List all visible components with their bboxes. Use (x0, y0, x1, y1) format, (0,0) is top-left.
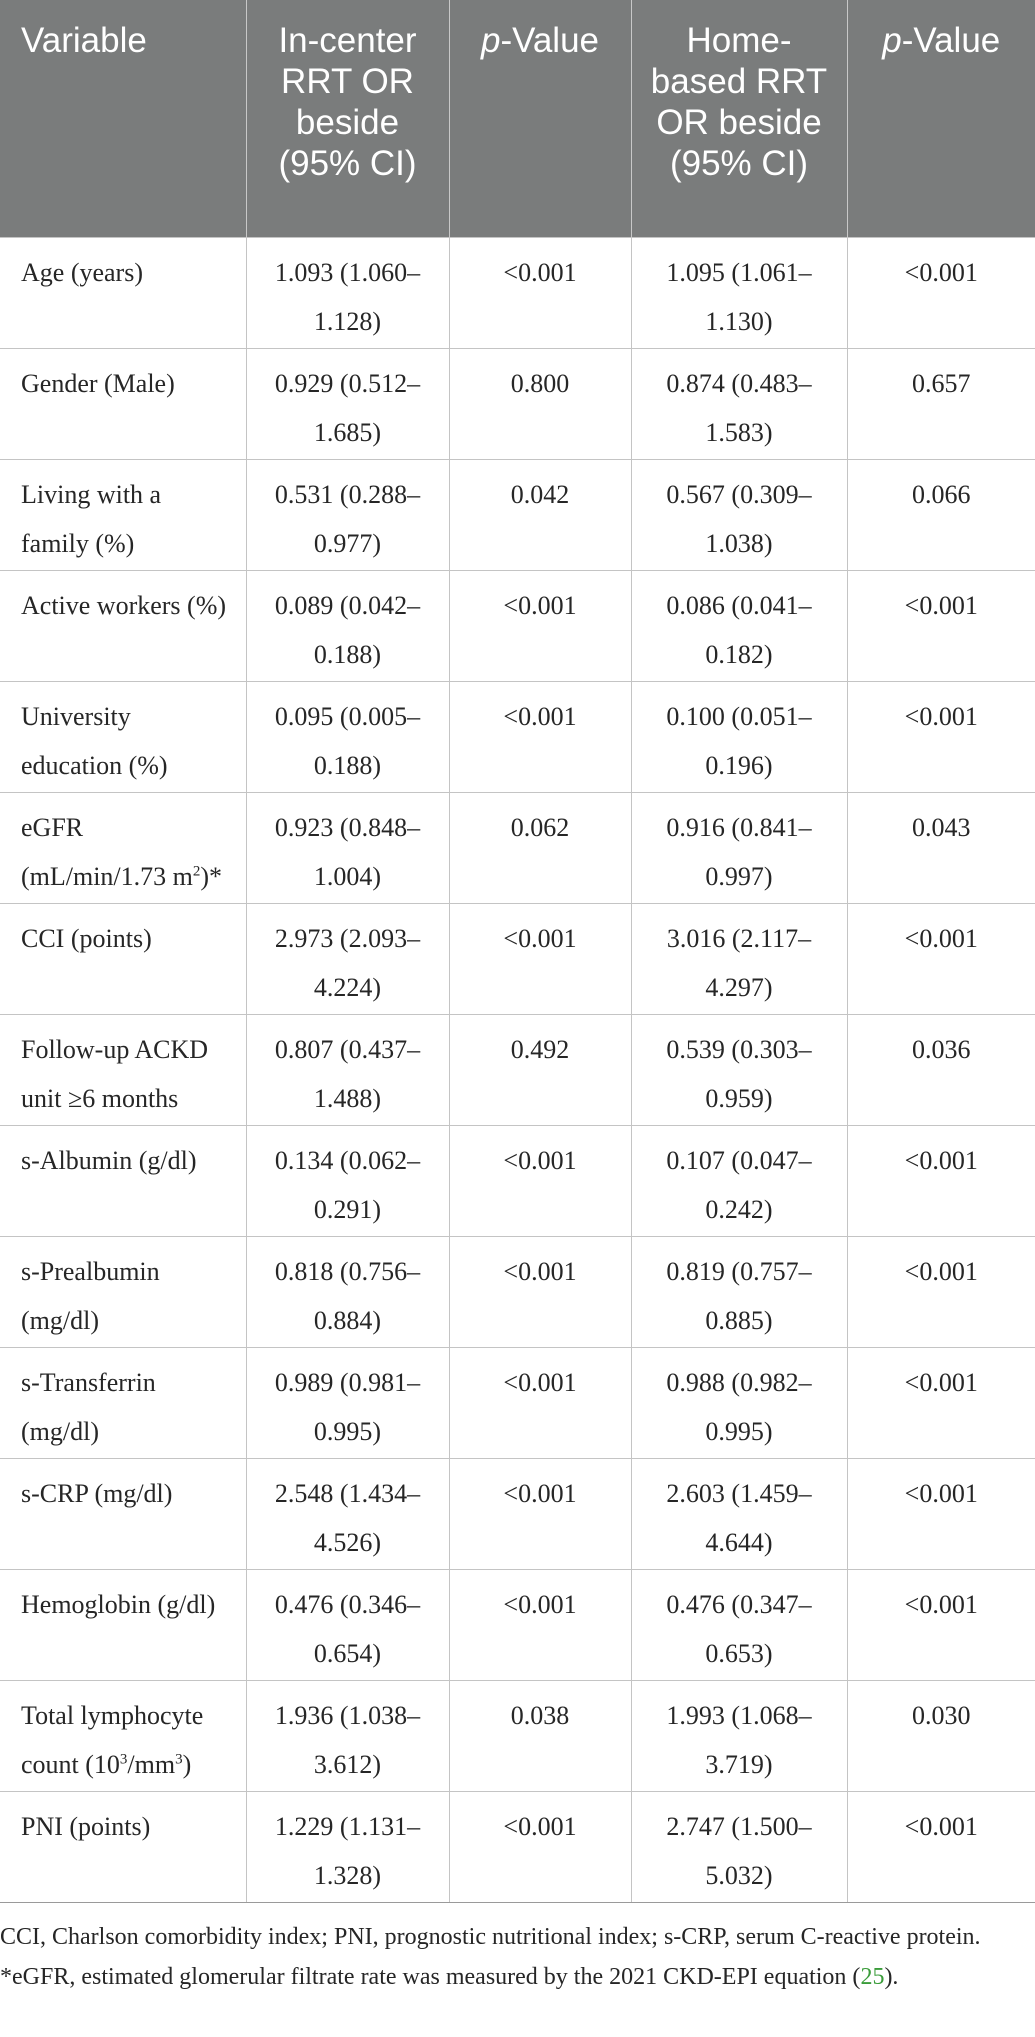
cell-in-center-or: 0.929 (0.512–1.685) (246, 348, 449, 459)
cell-variable (0, 1680, 246, 1791)
cell-p-value-2: <0.001 (847, 1791, 1035, 1902)
cell-p-value-2: <0.001 (847, 237, 1035, 348)
cell-home-based-or: 0.916 (0.841–0.997) (631, 792, 847, 903)
cell-p-value-1: 0.800 (449, 348, 631, 459)
cell-variable: PNI (points) (0, 1791, 246, 1902)
cell-p-value-2: <0.001 (847, 1125, 1035, 1236)
cell-variable: s-Transferrin (mg/dl) (0, 1347, 246, 1458)
cell-in-center-or: 2.548 (1.434–4.526) (246, 1458, 449, 1569)
header-p-rest: -Value (500, 21, 600, 60)
cell-p-value-1: <0.001 (449, 681, 631, 792)
cell-home-based-or: 0.988 (0.982–0.995) (631, 1347, 847, 1458)
cell-p-value-2: <0.001 (847, 903, 1035, 1014)
cell-p-value-2: 0.030 (847, 1680, 1035, 1791)
cell-variable: Follow-up ACKD unit ≥6 months (0, 1014, 246, 1125)
cell-in-center-or: 1.936 (1.038–3.612) (246, 1680, 449, 1791)
cell-p-value-2: <0.001 (847, 1569, 1035, 1680)
table-row (0, 1680, 1035, 1791)
cell-in-center-or: 0.989 (0.981–0.995) (246, 1347, 449, 1458)
cell-p-value-2: <0.001 (847, 570, 1035, 681)
cell-in-center-or: 0.818 (0.756–0.884) (246, 1236, 449, 1347)
cell-in-center-or: 0.089 (0.042–0.188) (246, 570, 449, 681)
cell-variable: Hemoglobin (g/dl) (0, 1569, 246, 1680)
cell-in-center-or: 0.923 (0.848–1.004) (246, 792, 449, 903)
cell-p-value-2: 0.657 (847, 348, 1035, 459)
cell-p-value-2: 0.036 (847, 1014, 1035, 1125)
table-row (0, 681, 1035, 792)
cell-p-value-1: <0.001 (449, 1347, 631, 1458)
cell-home-based-or: 1.095 (1.061–1.130) (631, 237, 847, 348)
table-row (0, 1236, 1035, 1347)
header-p-rest: -Value (901, 21, 1001, 60)
cell-home-based-or: 0.567 (0.309–1.038) (631, 459, 847, 570)
cell-p-value-1: <0.001 (449, 237, 631, 348)
cell-p-value-1: 0.492 (449, 1014, 631, 1125)
cell-p-value-2: <0.001 (847, 1236, 1035, 1347)
superscript: 3 (175, 1750, 183, 1767)
cell-p-value-2: <0.001 (847, 681, 1035, 792)
cell-variable: Active workers (%) (0, 570, 246, 681)
cell-variable: Age (years) (0, 237, 246, 348)
cell-in-center-or: 2.973 (2.093–4.224) (246, 903, 449, 1014)
cell-p-value-1: <0.001 (449, 1569, 631, 1680)
table-row (0, 1125, 1035, 1236)
cell-in-center-or: 0.095 (0.005–0.188) (246, 681, 449, 792)
cell-home-based-or: 0.107 (0.047–0.242) (631, 1125, 847, 1236)
table-row (0, 903, 1035, 1014)
cell-home-based-or: 0.100 (0.051–0.196) (631, 681, 847, 792)
cell-home-based-or: 0.539 (0.303–0.959) (631, 1014, 847, 1125)
cell-home-based-or: 0.874 (0.483–1.583) (631, 348, 847, 459)
table-row (0, 1014, 1035, 1125)
table-row (0, 1569, 1035, 1680)
cell-in-center-or: 1.229 (1.131–1.328) (246, 1791, 449, 1902)
header-p-italic: p (480, 21, 501, 60)
cell-variable: CCI (points) (0, 903, 246, 1014)
table-row (0, 1347, 1035, 1458)
cell-home-based-or: 0.086 (0.041–0.182) (631, 570, 847, 681)
cell-in-center-or: 0.531 (0.288–0.977) (246, 459, 449, 570)
header-p-value-2 (847, 0, 1035, 237)
reference-link[interactable]: 25 (860, 1964, 885, 1990)
variable-text: eGFR (mL/min/1.73 m (21, 812, 193, 891)
table-footnote (0, 1917, 1020, 1997)
cell-variable: s-Prealbumin (mg/dl) (0, 1236, 246, 1347)
table-row (0, 348, 1035, 459)
cell-p-value-1: <0.001 (449, 1125, 631, 1236)
table-row (0, 237, 1035, 348)
cell-in-center-or: 0.476 (0.346–0.654) (246, 1569, 449, 1680)
cell-variable: Living with a family (%) (0, 459, 246, 570)
footnote-text: CCI, Charlson comorbidity index; PNI, prognostic nutritional index; s-CRP, serum C-reactive protein. *eGFR, estimated glomerular filtrate rate was measured by the 2021 CKD-EPI equation ( (0, 1924, 981, 1990)
cell-p-value-2: 0.043 (847, 792, 1035, 903)
cell-home-based-or: 0.819 (0.757–0.885) (631, 1236, 847, 1347)
header-p-italic: p (882, 21, 902, 60)
cell-p-value-1: 0.038 (449, 1680, 631, 1791)
table-row (0, 570, 1035, 681)
header-p-value-1 (449, 0, 631, 237)
table-row (0, 1791, 1035, 1902)
cell-variable: University education (%) (0, 681, 246, 792)
cell-in-center-or: 0.807 (0.437–1.488) (246, 1014, 449, 1125)
cell-home-based-or: 3.016 (2.117–4.297) (631, 903, 847, 1014)
cell-variable: s-CRP (mg/dl) (0, 1458, 246, 1569)
cell-p-value-1: <0.001 (449, 1791, 631, 1902)
cell-p-value-1: <0.001 (449, 1236, 631, 1347)
table-row (0, 1458, 1035, 1569)
variable-text: )* (200, 861, 223, 891)
cell-p-value-2: 0.066 (847, 459, 1035, 570)
cell-p-value-1: 0.042 (449, 459, 631, 570)
cell-p-value-1: 0.062 (449, 792, 631, 903)
superscript: 3 (119, 1750, 128, 1767)
table-row (0, 459, 1035, 570)
header-variable: Variable (21, 21, 147, 60)
cell-p-value-2: <0.001 (847, 1458, 1035, 1569)
cell-variable: Gender (Male) (0, 348, 246, 459)
superscript: 2 (192, 862, 201, 879)
cell-p-value-1: <0.001 (449, 1458, 631, 1569)
cell-home-based-or: 2.603 (1.459–4.644) (631, 1458, 847, 1569)
variable-text: Total lymphocyte count (10 (21, 1700, 204, 1779)
cell-variable (0, 792, 246, 903)
cell-variable: s-Albumin (g/dl) (0, 1125, 246, 1236)
variable-text: /mm (127, 1749, 176, 1779)
header-in-center-or: In-center RRT OR beside (95% CI) (246, 0, 449, 237)
variable-text: ) (182, 1749, 192, 1779)
cell-home-based-or: 1.993 (1.068–3.719) (631, 1680, 847, 1791)
cell-home-based-or: 2.747 (1.500–5.032) (631, 1791, 847, 1902)
header-row (0, 0, 1035, 237)
cell-home-based-or: 0.476 (0.347–0.653) (631, 1569, 847, 1680)
cell-p-value-1: <0.001 (449, 903, 631, 1014)
cell-in-center-or: 0.134 (0.062–0.291) (246, 1125, 449, 1236)
table-row (0, 792, 1035, 903)
header-home-based-or: Home-based RRT OR beside (95% CI) (631, 0, 847, 237)
cell-p-value-1: <0.001 (449, 570, 631, 681)
cell-p-value-2: <0.001 (847, 1347, 1035, 1458)
cell-in-center-or: 1.093 (1.060–1.128) (246, 237, 449, 348)
footnote-end: ). (884, 1964, 899, 1990)
